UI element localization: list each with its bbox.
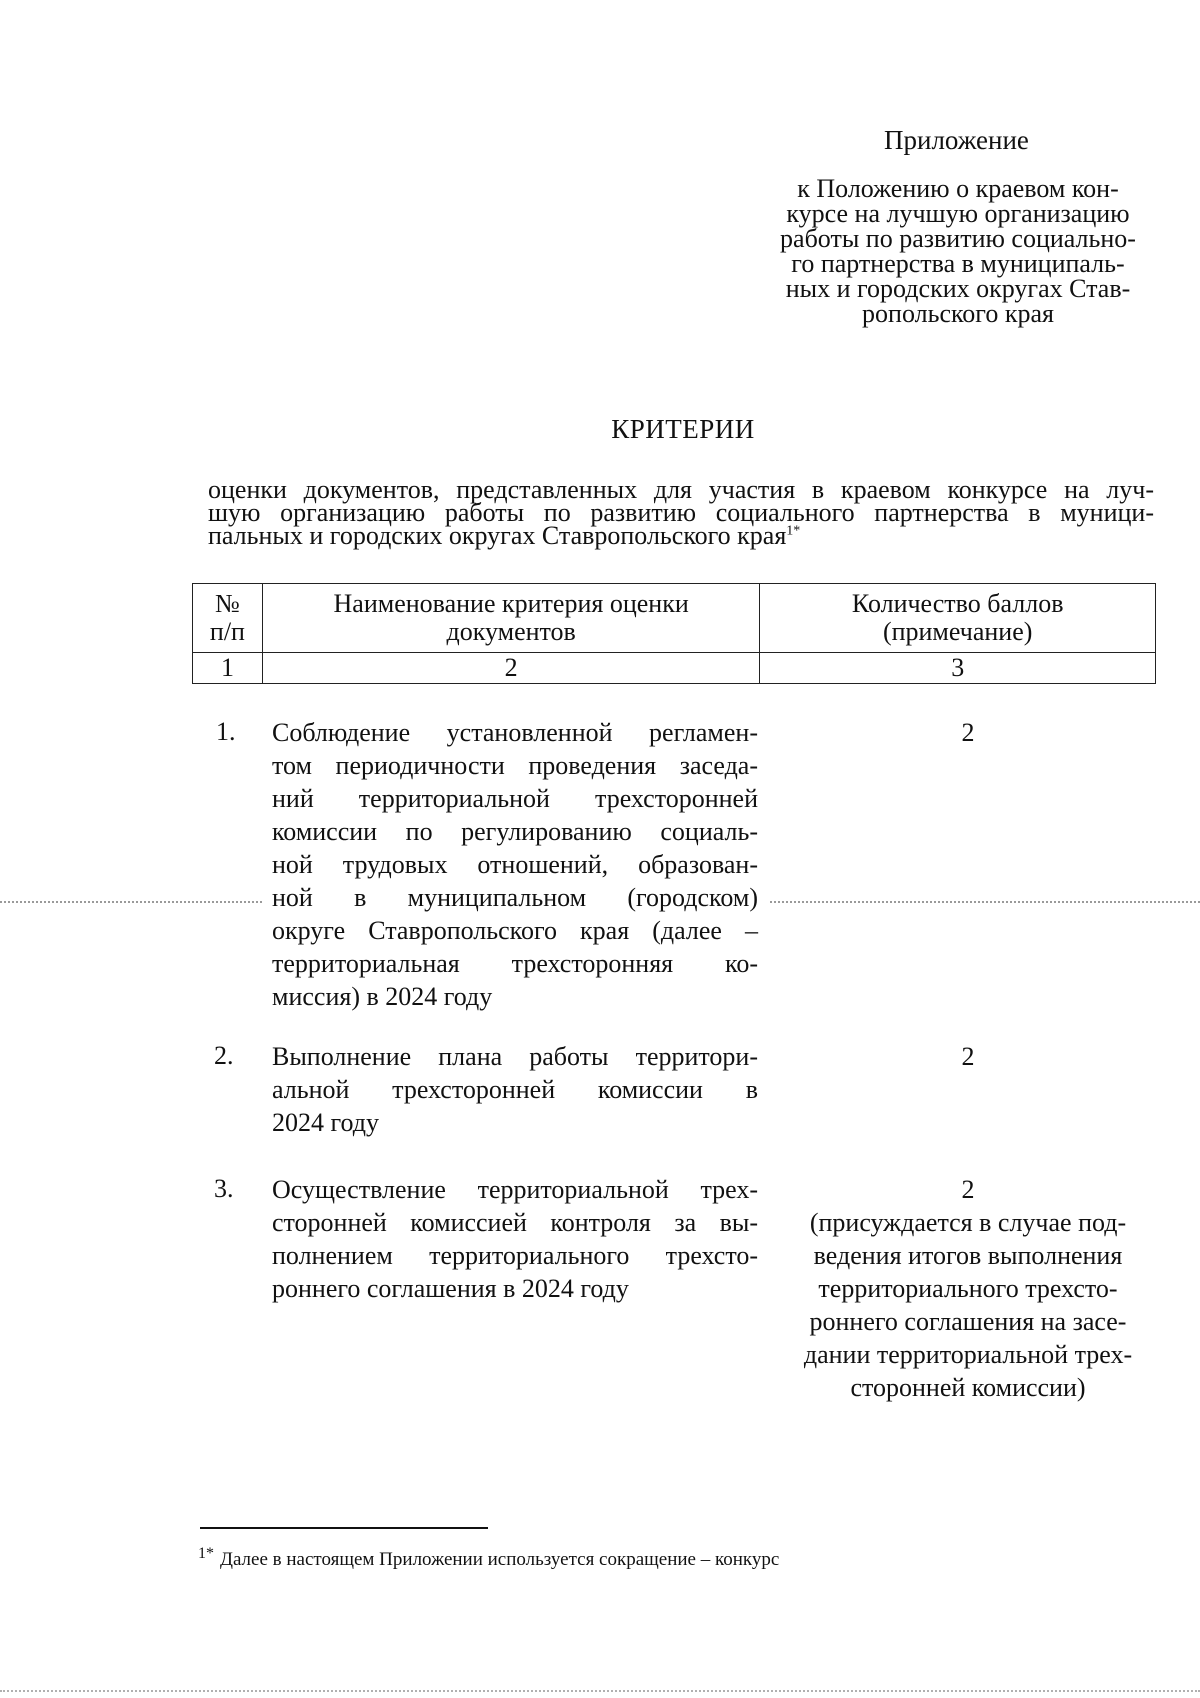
scan-dotted-line	[0, 901, 262, 903]
appendix-reference-line: ных и городских округах Став-	[785, 274, 1131, 303]
column-number-cell: 2	[262, 653, 759, 684]
footnote-reference[interactable]: 1*	[786, 523, 801, 539]
criteria-header-table	[192, 583, 1156, 684]
criterion-text: Выполнение плана работы территори- альной трехсторонней комиссии в 2024 году	[272, 1042, 758, 1137]
document-subtitle	[208, 475, 1154, 550]
criterion-number: 2.	[214, 1041, 234, 1070]
table-column-number-row	[193, 653, 1156, 684]
document-title: КРИТЕРИИ	[611, 414, 755, 444]
table-header-row	[193, 584, 1156, 653]
criterion-score: 2	[961, 718, 975, 747]
appendix-title: Приложение	[884, 125, 1029, 155]
scan-dotted-line	[770, 901, 1200, 903]
footnote-separator	[200, 1527, 488, 1529]
column-number-cell: 3	[760, 653, 1156, 684]
footnote-text: Далее в настоящем Приложении используется сокращение – конкурс	[220, 1549, 780, 1570]
header-cell-number: № п/п	[193, 584, 263, 653]
criterion-number: 1.	[216, 717, 236, 746]
appendix-reference-line: ропольского края	[862, 299, 1054, 328]
appendix-reference-line: го партнерства в муниципаль-	[791, 249, 1125, 278]
subtitle-line-last	[208, 521, 1154, 550]
subtitle-line-text: пальных и городских округах Ставропольского края	[208, 521, 787, 550]
appendix-reference-line: курсе на лучшую организацию	[786, 199, 1130, 228]
header-cell-criterion: Наименование критерия оценки документов	[262, 584, 759, 653]
criterion-score: 2 (присуждается в случае под- ведения итогов выполнения территориального трехсто- роннего соглашения на засе- дании территориальной трех- сторонней комиссии)	[803, 1175, 1133, 1402]
subtitle-line: шую организацию работы по развитию социального партнерства в муници-	[208, 498, 1154, 527]
scan-bottom-dotted-line	[0, 1690, 1200, 1692]
criterion-text: Соблюдение установленной регламен- том периодичности проведения заседа- ний территориальной трехсторонней комиссии по регулированию социаль- ной трудовых отношений, образован- ной в муниципальном (городском) округе Ставропольского края (далее – территориальная трехсторонняя ко- миссия) в 2024 году	[272, 718, 758, 1011]
appendix-reference-line: к Положению о краевом кон-	[797, 174, 1119, 203]
column-number-cell: 1	[193, 653, 263, 684]
header-cell-score: Количество баллов (примечание)	[760, 584, 1156, 653]
subtitle-line: оценки документов, представленных для участия в краевом конкурсе на луч-	[208, 475, 1154, 504]
appendix-reference	[766, 176, 1150, 326]
footnote	[198, 1544, 780, 1572]
criterion-number: 3.	[214, 1174, 234, 1203]
appendix-reference-line: работы по развитию социально-	[780, 224, 1136, 253]
footnote-mark: 1*	[198, 1544, 214, 1562]
criterion-score: 2	[961, 1042, 975, 1071]
criterion-text: Осуществление территориальной трех- сторонней комиссией контроля за вы- полнением территориального трехсто- роннего соглашения в 2024 году	[272, 1175, 758, 1303]
